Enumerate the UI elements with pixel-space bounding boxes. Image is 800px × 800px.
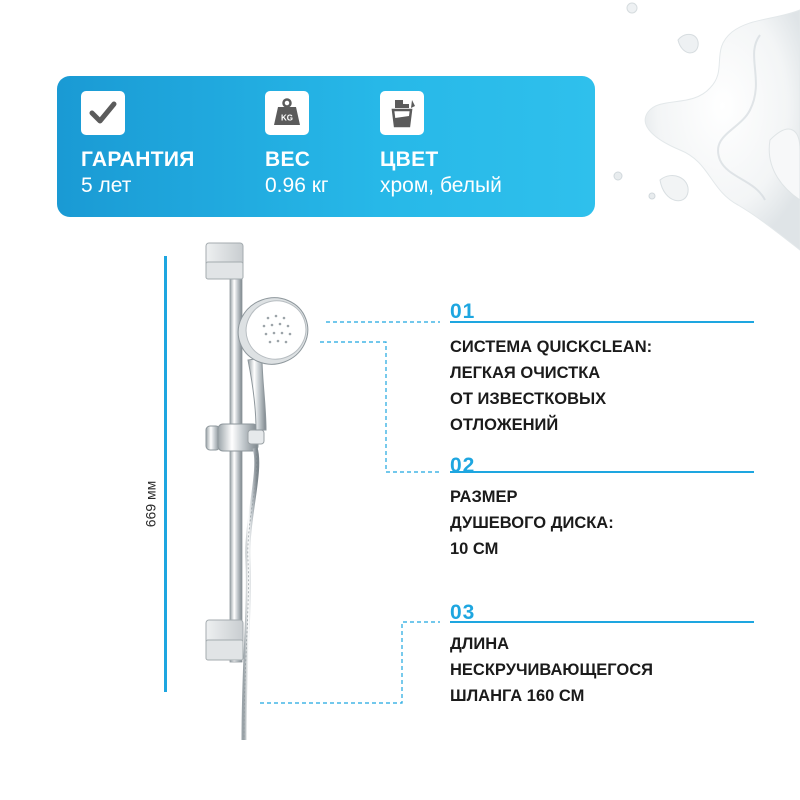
feature-disc-size <box>450 454 614 562</box>
spec-warranty-label: ГАРАНТИЯ <box>81 148 195 171</box>
spec-warranty-value: 5 лет <box>81 174 132 197</box>
weight-icon-text: KG <box>281 113 293 123</box>
spec-color-value: хром, белый <box>380 174 502 197</box>
height-dimension-text: 669 мм <box>142 480 158 528</box>
feature-2-text: РАЗМЕР ДУШЕВОГО ДИСКА: 10 СМ <box>450 488 614 558</box>
feature-3-text: ДЛИНА НЕСКРУЧИВАЮЩЕГОСЯ ШЛАНГА 160 СМ <box>450 635 654 705</box>
feature-hose-length <box>450 601 653 709</box>
spec-weight-value: 0.96 кг <box>265 174 329 197</box>
spec-color-label: ЦВЕТ <box>380 148 439 171</box>
feature-1-text: СИСТЕМА QUICKCLEAN: ЛЕГКАЯ ОЧИСТКА ОТ ИЗВЕСТКОВЫХ ОТЛОЖЕНИЙ <box>450 338 653 434</box>
feature-2-number: 02 <box>450 454 476 477</box>
feature-3-number: 03 <box>450 601 476 624</box>
feature-1-number: 01 <box>450 300 476 323</box>
spec-weight-label: ВЕС <box>265 148 311 171</box>
feature-quickclean <box>450 300 652 438</box>
